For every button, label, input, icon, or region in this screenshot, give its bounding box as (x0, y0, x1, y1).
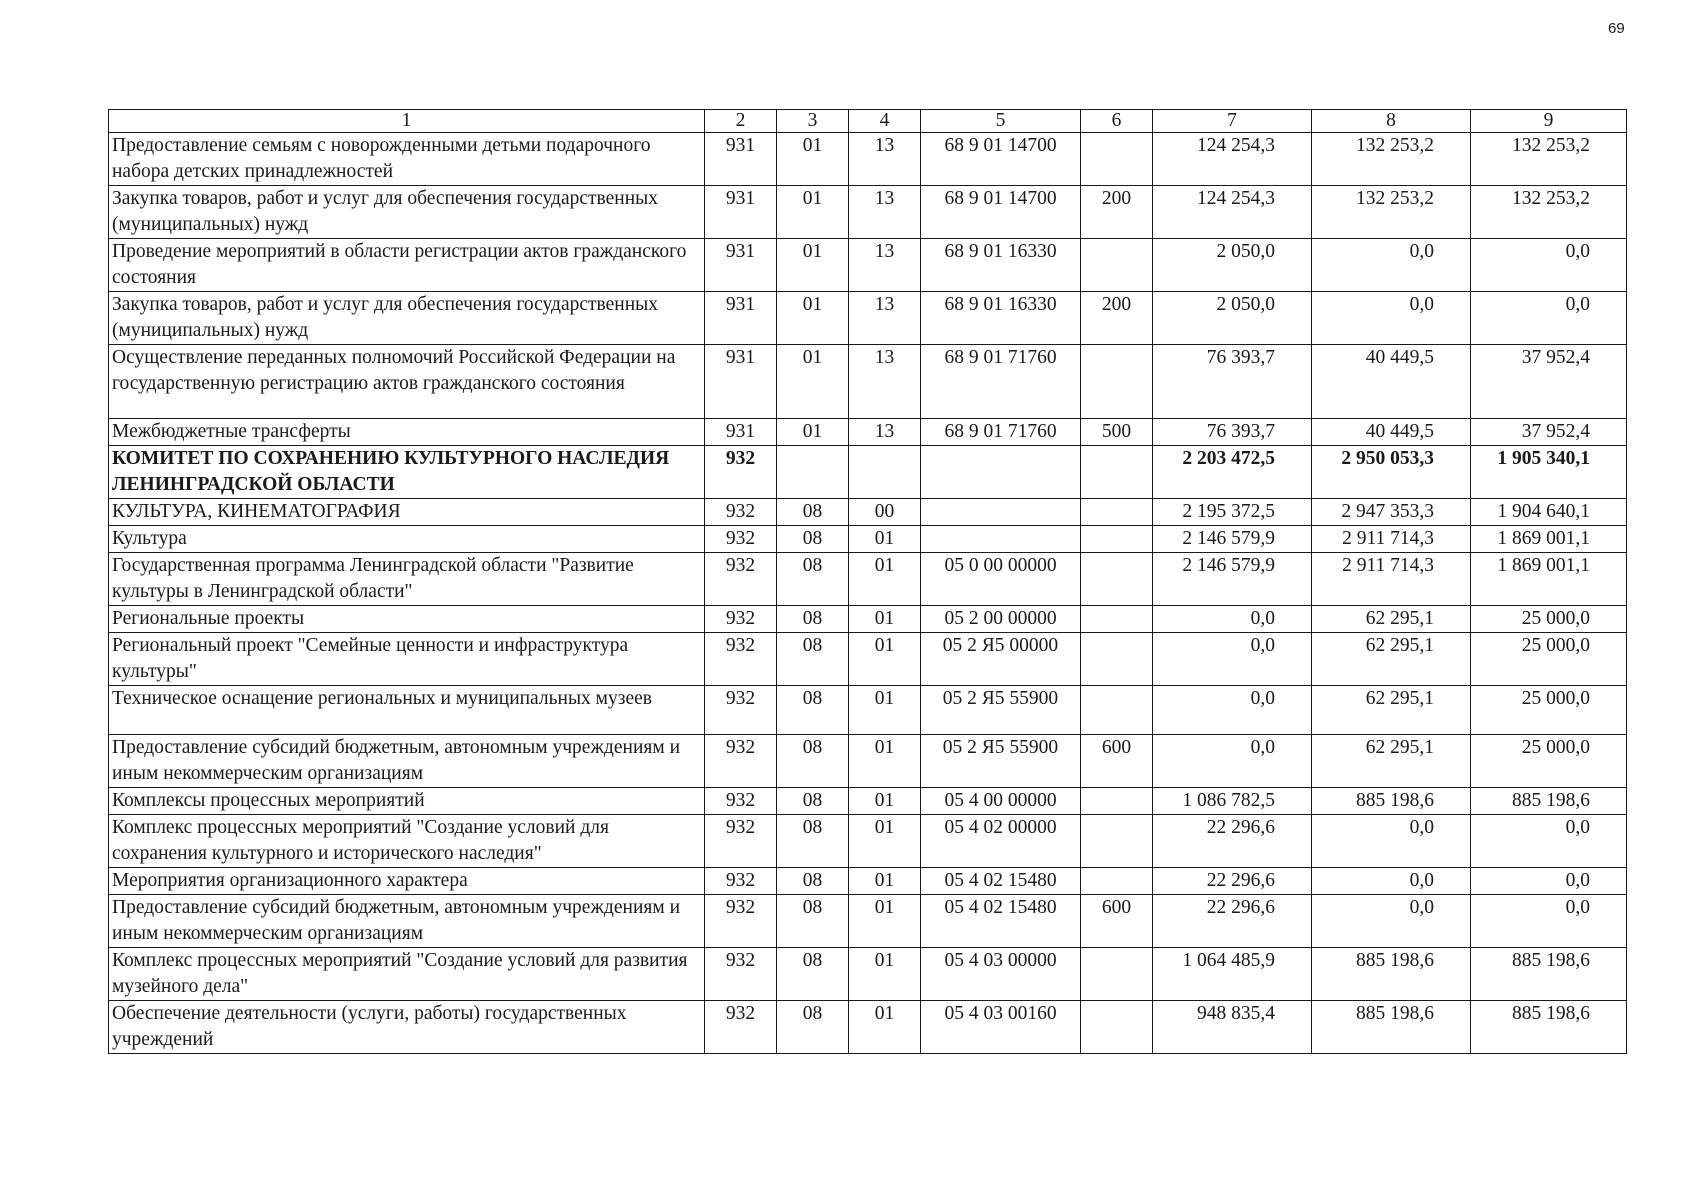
code-cell-3: 01 (777, 133, 849, 186)
code-cell-3: 08 (777, 606, 849, 633)
amount-cell-8: 62 295,1 (1312, 686, 1471, 735)
amount-cell-7: 22 296,6 (1153, 895, 1312, 948)
code-cell-2: 931 (705, 292, 777, 345)
table-row (109, 788, 1627, 815)
amount-cell-8: 40 449,5 (1312, 345, 1471, 419)
code-cell-6: 200 (1081, 186, 1153, 239)
code-cell-4: 13 (849, 419, 921, 446)
column-number: 7 (1153, 110, 1312, 133)
table-row (109, 186, 1627, 239)
code-cell-5: 05 2 Я5 00000 (921, 633, 1081, 686)
code-cell-4: 13 (849, 239, 921, 292)
amount-cell-9: 132 253,2 (1471, 186, 1627, 239)
amount-cell-9: 37 952,4 (1471, 419, 1627, 446)
column-number: 2 (705, 110, 777, 133)
amount-cell-8: 62 295,1 (1312, 633, 1471, 686)
code-cell-2: 931 (705, 345, 777, 419)
amount-cell-9: 1 905 340,1 (1471, 446, 1627, 499)
column-number: 4 (849, 110, 921, 133)
code-cell-5: 68 9 01 16330 (921, 239, 1081, 292)
code-cell-6 (1081, 133, 1153, 186)
amount-cell-7: 948 835,4 (1153, 1001, 1312, 1054)
code-cell-5: 05 4 03 00160 (921, 1001, 1081, 1054)
code-cell-6 (1081, 446, 1153, 499)
code-cell-5: 05 2 Я5 55900 (921, 735, 1081, 788)
code-cell-6: 500 (1081, 419, 1153, 446)
code-cell-5: 05 4 02 15480 (921, 868, 1081, 895)
code-cell-5 (921, 499, 1081, 526)
amount-cell-8: 2 950 053,3 (1312, 446, 1471, 499)
code-cell-6 (1081, 239, 1153, 292)
amount-cell-8: 40 449,5 (1312, 419, 1471, 446)
code-cell-6 (1081, 345, 1153, 419)
code-cell-2: 931 (705, 239, 777, 292)
row-name-cell: Межбюджетные трансферты (109, 419, 705, 446)
column-number: 8 (1312, 110, 1471, 133)
code-cell-5: 68 9 01 71760 (921, 345, 1081, 419)
amount-cell-9: 0,0 (1471, 868, 1627, 895)
code-cell-3: 08 (777, 633, 849, 686)
amount-cell-9: 885 198,6 (1471, 948, 1627, 1001)
table-row (109, 553, 1627, 606)
table-row (109, 633, 1627, 686)
code-cell-2: 932 (705, 815, 777, 868)
table-row (109, 526, 1627, 553)
amount-cell-7: 0,0 (1153, 633, 1312, 686)
row-name-cell: Культура (109, 526, 705, 553)
code-cell-5: 05 4 02 00000 (921, 815, 1081, 868)
amount-cell-8: 62 295,1 (1312, 735, 1471, 788)
code-cell-3: 01 (777, 419, 849, 446)
amount-cell-7: 2 050,0 (1153, 292, 1312, 345)
code-cell-3: 08 (777, 526, 849, 553)
code-cell-3: 01 (777, 292, 849, 345)
code-cell-5: 68 9 01 71760 (921, 419, 1081, 446)
amount-cell-7: 2 146 579,9 (1153, 526, 1312, 553)
code-cell-2: 932 (705, 686, 777, 735)
table-row (109, 239, 1627, 292)
amount-cell-8: 0,0 (1312, 868, 1471, 895)
amount-cell-9: 1 869 001,1 (1471, 553, 1627, 606)
table-row (109, 345, 1627, 419)
row-name-cell: Предоставление субсидий бюджетным, автономным учреждениям и иным некоммерческим организациям (109, 895, 705, 948)
amount-cell-9: 0,0 (1471, 292, 1627, 345)
amount-cell-9: 1 904 640,1 (1471, 499, 1627, 526)
code-cell-5: 68 9 01 14700 (921, 133, 1081, 186)
amount-cell-9: 37 952,4 (1471, 345, 1627, 419)
table-row (109, 815, 1627, 868)
code-cell-6 (1081, 526, 1153, 553)
code-cell-4: 01 (849, 526, 921, 553)
code-cell-6 (1081, 948, 1153, 1001)
amount-cell-8: 0,0 (1312, 239, 1471, 292)
row-name-cell: Проведение мероприятий в области регистрации актов гражданского состояния (109, 239, 705, 292)
code-cell-6: 600 (1081, 895, 1153, 948)
code-cell-3: 01 (777, 345, 849, 419)
amount-cell-7: 2 203 472,5 (1153, 446, 1312, 499)
budget-table (108, 109, 1627, 1054)
code-cell-3: 08 (777, 868, 849, 895)
column-number: 9 (1471, 110, 1627, 133)
code-cell-6 (1081, 1001, 1153, 1054)
amount-cell-9: 0,0 (1471, 239, 1627, 292)
amount-cell-7: 76 393,7 (1153, 345, 1312, 419)
code-cell-4: 01 (849, 1001, 921, 1054)
table-row (109, 948, 1627, 1001)
row-name-cell: Государственная программа Ленинградской области "Развитие культуры в Ленинградской области" (109, 553, 705, 606)
amount-cell-9: 25 000,0 (1471, 633, 1627, 686)
table-row (109, 1001, 1627, 1054)
code-cell-3: 08 (777, 895, 849, 948)
page-number: 69 (1608, 20, 1625, 37)
amount-cell-7: 22 296,6 (1153, 815, 1312, 868)
code-cell-6 (1081, 815, 1153, 868)
row-name-cell: Комплекс процессных мероприятий "Создание условий для сохранения культурного и исторического наследия" (109, 815, 705, 868)
code-cell-3: 08 (777, 1001, 849, 1054)
table-row (109, 446, 1627, 499)
code-cell-5 (921, 446, 1081, 499)
row-name-cell: Закупка товаров, работ и услуг для обеспечения государственных (муниципальных) нужд (109, 186, 705, 239)
code-cell-6: 200 (1081, 292, 1153, 345)
code-cell-2: 932 (705, 868, 777, 895)
amount-cell-8: 0,0 (1312, 895, 1471, 948)
amount-cell-7: 76 393,7 (1153, 419, 1312, 446)
column-number: 5 (921, 110, 1081, 133)
row-name-cell: Осуществление переданных полномочий Российской Федерации на государственную регистрацию актов гражданского состояния (109, 345, 705, 419)
amount-cell-8: 885 198,6 (1312, 1001, 1471, 1054)
code-cell-2: 932 (705, 735, 777, 788)
code-cell-6 (1081, 788, 1153, 815)
row-name-cell: Предоставление субсидий бюджетным, автономным учреждениям и иным некоммерческим организациям (109, 735, 705, 788)
code-cell-2: 932 (705, 446, 777, 499)
code-cell-2: 932 (705, 606, 777, 633)
amount-cell-8: 885 198,6 (1312, 948, 1471, 1001)
code-cell-5: 05 2 Я5 55900 (921, 686, 1081, 735)
column-number: 6 (1081, 110, 1153, 133)
code-cell-6 (1081, 553, 1153, 606)
code-cell-6 (1081, 686, 1153, 735)
code-cell-3: 08 (777, 948, 849, 1001)
code-cell-4 (849, 446, 921, 499)
table-row (109, 686, 1627, 735)
amount-cell-7: 1 086 782,5 (1153, 788, 1312, 815)
amount-cell-8: 2 911 714,3 (1312, 526, 1471, 553)
code-cell-2: 931 (705, 133, 777, 186)
code-cell-4: 13 (849, 345, 921, 419)
code-cell-2: 932 (705, 633, 777, 686)
code-cell-2: 932 (705, 788, 777, 815)
code-cell-6 (1081, 868, 1153, 895)
code-cell-3: 08 (777, 735, 849, 788)
code-cell-5: 05 4 03 00000 (921, 948, 1081, 1001)
code-cell-4: 13 (849, 292, 921, 345)
code-cell-4: 01 (849, 895, 921, 948)
code-cell-4: 01 (849, 788, 921, 815)
amount-cell-9: 885 198,6 (1471, 1001, 1627, 1054)
table-body (109, 110, 1627, 1054)
code-cell-5: 68 9 01 14700 (921, 186, 1081, 239)
code-cell-3: 08 (777, 815, 849, 868)
row-name-cell: Техническое оснащение региональных и муниципальных музеев (109, 686, 705, 735)
code-cell-2: 932 (705, 895, 777, 948)
code-cell-4: 01 (849, 948, 921, 1001)
table-row (109, 895, 1627, 948)
code-cell-4: 13 (849, 186, 921, 239)
table-row (109, 735, 1627, 788)
code-cell-4: 01 (849, 815, 921, 868)
code-cell-2: 932 (705, 553, 777, 606)
amount-cell-7: 0,0 (1153, 735, 1312, 788)
amount-cell-8: 132 253,2 (1312, 186, 1471, 239)
code-cell-4: 00 (849, 499, 921, 526)
code-cell-4: 01 (849, 686, 921, 735)
amount-cell-9: 25 000,0 (1471, 606, 1627, 633)
row-name-cell: Региональные проекты (109, 606, 705, 633)
amount-cell-7: 2 195 372,5 (1153, 499, 1312, 526)
code-cell-4: 01 (849, 735, 921, 788)
table-row (109, 868, 1627, 895)
row-name-cell: Комплекс процессных мероприятий "Создание условий для развития музейного дела" (109, 948, 705, 1001)
row-name-cell: КОМИТЕТ ПО СОХРАНЕНИЮ КУЛЬТУРНОГО НАСЛЕДИЯ ЛЕНИНГРАДСКОЙ ОБЛАСТИ (109, 446, 705, 499)
amount-cell-8: 2 947 353,3 (1312, 499, 1471, 526)
amount-cell-7: 0,0 (1153, 686, 1312, 735)
code-cell-3: 08 (777, 553, 849, 606)
row-name-cell: Предоставление семьям с новорожденными детьми подарочного набора детских принадлежностей (109, 133, 705, 186)
code-cell-5: 05 0 00 00000 (921, 553, 1081, 606)
column-number-row (109, 110, 1627, 133)
column-number: 3 (777, 110, 849, 133)
row-name-cell: Закупка товаров, работ и услуг для обеспечения государственных (муниципальных) нужд (109, 292, 705, 345)
code-cell-4: 13 (849, 133, 921, 186)
code-cell-3: 08 (777, 499, 849, 526)
code-cell-4: 01 (849, 553, 921, 606)
amount-cell-8: 0,0 (1312, 292, 1471, 345)
row-name-cell: Обеспечение деятельности (услуги, работы) государственных учреждений (109, 1001, 705, 1054)
amount-cell-9: 885 198,6 (1471, 788, 1627, 815)
amount-cell-7: 22 296,6 (1153, 868, 1312, 895)
code-cell-5: 05 4 00 00000 (921, 788, 1081, 815)
code-cell-4: 01 (849, 606, 921, 633)
code-cell-4: 01 (849, 868, 921, 895)
code-cell-6 (1081, 633, 1153, 686)
amount-cell-8: 2 911 714,3 (1312, 553, 1471, 606)
amount-cell-9: 1 869 001,1 (1471, 526, 1627, 553)
code-cell-6 (1081, 606, 1153, 633)
code-cell-5: 68 9 01 16330 (921, 292, 1081, 345)
code-cell-2: 932 (705, 499, 777, 526)
code-cell-3: 01 (777, 186, 849, 239)
code-cell-3 (777, 446, 849, 499)
code-cell-6: 600 (1081, 735, 1153, 788)
table-row (109, 499, 1627, 526)
amount-cell-9: 132 253,2 (1471, 133, 1627, 186)
row-name-cell: Региональный проект "Семейные ценности и инфраструктура культуры" (109, 633, 705, 686)
code-cell-5: 05 2 00 00000 (921, 606, 1081, 633)
amount-cell-7: 124 254,3 (1153, 186, 1312, 239)
amount-cell-8: 132 253,2 (1312, 133, 1471, 186)
code-cell-5: 05 4 02 15480 (921, 895, 1081, 948)
code-cell-6 (1081, 499, 1153, 526)
code-cell-2: 931 (705, 419, 777, 446)
amount-cell-9: 25 000,0 (1471, 686, 1627, 735)
amount-cell-7: 1 064 485,9 (1153, 948, 1312, 1001)
row-name-cell: КУЛЬТУРА, КИНЕМАТОГРАФИЯ (109, 499, 705, 526)
amount-cell-7: 2 050,0 (1153, 239, 1312, 292)
code-cell-2: 932 (705, 1001, 777, 1054)
amount-cell-9: 0,0 (1471, 815, 1627, 868)
code-cell-4: 01 (849, 633, 921, 686)
amount-cell-8: 0,0 (1312, 815, 1471, 868)
amount-cell-7: 2 146 579,9 (1153, 553, 1312, 606)
code-cell-3: 08 (777, 686, 849, 735)
code-cell-3: 01 (777, 239, 849, 292)
table-row (109, 419, 1627, 446)
amount-cell-9: 0,0 (1471, 895, 1627, 948)
code-cell-2: 931 (705, 186, 777, 239)
amount-cell-9: 25 000,0 (1471, 735, 1627, 788)
column-number: 1 (109, 110, 705, 133)
table-row (109, 606, 1627, 633)
amount-cell-7: 0,0 (1153, 606, 1312, 633)
table-row (109, 133, 1627, 186)
code-cell-2: 932 (705, 526, 777, 553)
row-name-cell: Мероприятия организационного характера (109, 868, 705, 895)
code-cell-5 (921, 526, 1081, 553)
code-cell-3: 08 (777, 788, 849, 815)
amount-cell-7: 124 254,3 (1153, 133, 1312, 186)
table-row (109, 292, 1627, 345)
code-cell-2: 932 (705, 948, 777, 1001)
row-name-cell: Комплексы процессных мероприятий (109, 788, 705, 815)
amount-cell-8: 885 198,6 (1312, 788, 1471, 815)
amount-cell-8: 62 295,1 (1312, 606, 1471, 633)
